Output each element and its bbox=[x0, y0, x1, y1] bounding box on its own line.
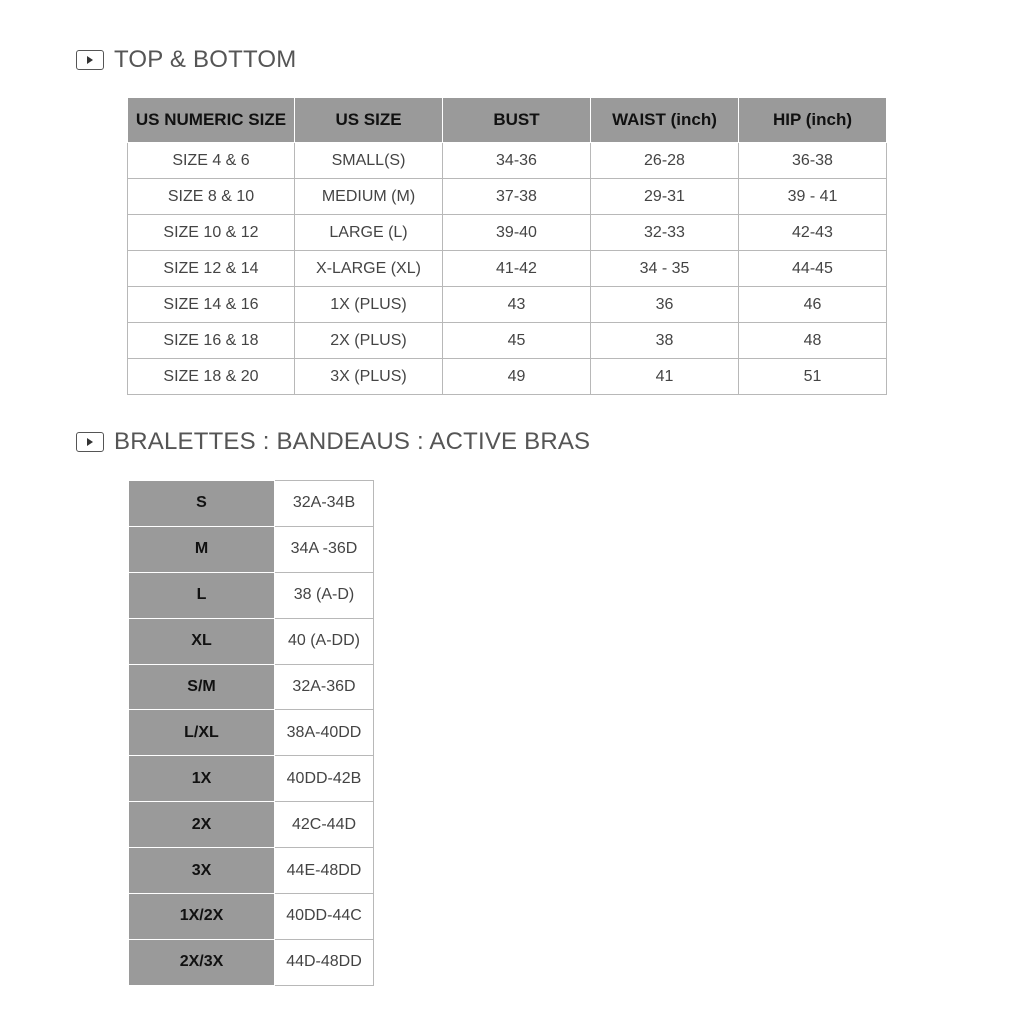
table-cell: 41-42 bbox=[443, 251, 591, 287]
table-row bbox=[129, 526, 374, 572]
table-cell: 37-38 bbox=[443, 179, 591, 215]
table-cell: SIZE 10 & 12 bbox=[128, 215, 295, 251]
size-table bbox=[127, 97, 887, 395]
table-cell: 51 bbox=[739, 359, 887, 395]
table-cell: SIZE 16 & 18 bbox=[128, 323, 295, 359]
section-title: TOP & BOTTOM bbox=[114, 46, 297, 73]
play-triangle-icon[interactable] bbox=[76, 50, 104, 70]
table-cell: 46 bbox=[739, 287, 887, 323]
size-label-cell: L/XL bbox=[129, 710, 275, 756]
size-range-cell: 38 (A-D) bbox=[275, 572, 374, 618]
table-row bbox=[129, 664, 374, 710]
table-cell: 39-40 bbox=[443, 215, 591, 251]
table-row bbox=[129, 618, 374, 664]
table-row bbox=[128, 323, 887, 359]
table-row bbox=[128, 179, 887, 215]
size-label-cell: S/M bbox=[129, 664, 275, 710]
size-label-cell: M bbox=[129, 526, 275, 572]
table-cell: LARGE (L) bbox=[295, 215, 443, 251]
table-cell: 38 bbox=[591, 323, 739, 359]
table-cell: 45 bbox=[443, 323, 591, 359]
table-row bbox=[129, 572, 374, 618]
size-label-cell: XL bbox=[129, 618, 275, 664]
table-cell: 34-36 bbox=[443, 143, 591, 179]
table-cell: 39 - 41 bbox=[739, 179, 887, 215]
table-row bbox=[128, 251, 887, 287]
column-header: BUST bbox=[443, 98, 591, 143]
table-row bbox=[129, 481, 374, 527]
section-header-top-bottom bbox=[76, 46, 296, 74]
size-label-cell: 2X bbox=[129, 802, 275, 848]
play-triangle-icon[interactable] bbox=[76, 432, 104, 452]
size-range-cell: 32A-34B bbox=[275, 481, 374, 527]
size-label-cell: 1X bbox=[129, 756, 275, 802]
table-cell: SIZE 14 & 16 bbox=[128, 287, 295, 323]
table-row bbox=[129, 756, 374, 802]
column-header: WAIST (inch) bbox=[591, 98, 739, 143]
size-range-cell: 42C-44D bbox=[275, 802, 374, 848]
table-cell: 43 bbox=[443, 287, 591, 323]
table-row bbox=[128, 143, 887, 179]
table-cell: 26-28 bbox=[591, 143, 739, 179]
size-table-body bbox=[128, 143, 887, 395]
size-range-cell: 32A-36D bbox=[275, 664, 374, 710]
column-header: HIP (inch) bbox=[739, 98, 887, 143]
table-row bbox=[129, 802, 374, 848]
table-cell: 29-31 bbox=[591, 179, 739, 215]
section-header-bralettes bbox=[76, 428, 590, 456]
table-cell: 42-43 bbox=[739, 215, 887, 251]
size-range-cell: 40 (A-DD) bbox=[275, 618, 374, 664]
size-range-cell: 40DD-44C bbox=[275, 894, 374, 940]
table-cell: MEDIUM (M) bbox=[295, 179, 443, 215]
table-row bbox=[129, 710, 374, 756]
table-header-row bbox=[128, 98, 887, 143]
bra-size-table bbox=[128, 480, 374, 986]
size-label-cell: S bbox=[129, 481, 275, 527]
size-range-cell: 40DD-42B bbox=[275, 756, 374, 802]
table-cell: 44-45 bbox=[739, 251, 887, 287]
size-range-cell: 44E-48DD bbox=[275, 848, 374, 894]
size-range-cell: 44D-48DD bbox=[275, 939, 374, 985]
size-label-cell: 3X bbox=[129, 848, 275, 894]
table-cell: 2X (PLUS) bbox=[295, 323, 443, 359]
size-label-cell: 1X/2X bbox=[129, 894, 275, 940]
size-label-cell: 2X/3X bbox=[129, 939, 275, 985]
bra-table-body bbox=[129, 481, 374, 986]
table-cell: 48 bbox=[739, 323, 887, 359]
table-cell: X-LARGE (XL) bbox=[295, 251, 443, 287]
size-range-cell: 34A -36D bbox=[275, 526, 374, 572]
table-row bbox=[128, 287, 887, 323]
table-cell: SIZE 4 & 6 bbox=[128, 143, 295, 179]
table-row bbox=[129, 848, 374, 894]
table-row bbox=[128, 359, 887, 395]
table-cell: SIZE 8 & 10 bbox=[128, 179, 295, 215]
size-range-cell: 38A-40DD bbox=[275, 710, 374, 756]
table-row bbox=[129, 894, 374, 940]
table-cell: 36 bbox=[591, 287, 739, 323]
table-cell: SIZE 12 & 14 bbox=[128, 251, 295, 287]
table-row bbox=[129, 939, 374, 985]
table-cell: SMALL(S) bbox=[295, 143, 443, 179]
column-header: US SIZE bbox=[295, 98, 443, 143]
table-cell: SIZE 18 & 20 bbox=[128, 359, 295, 395]
table-cell: 1X (PLUS) bbox=[295, 287, 443, 323]
table-cell: 41 bbox=[591, 359, 739, 395]
table-row bbox=[128, 215, 887, 251]
table-cell: 49 bbox=[443, 359, 591, 395]
table-cell: 3X (PLUS) bbox=[295, 359, 443, 395]
table-cell: 34 - 35 bbox=[591, 251, 739, 287]
table-cell: 36-38 bbox=[739, 143, 887, 179]
section-title: BRALETTES : BANDEAUS : ACTIVE BRAS bbox=[114, 428, 591, 455]
table-cell: 32-33 bbox=[591, 215, 739, 251]
size-label-cell: L bbox=[129, 572, 275, 618]
column-header: US NUMERIC SIZE bbox=[128, 98, 295, 143]
